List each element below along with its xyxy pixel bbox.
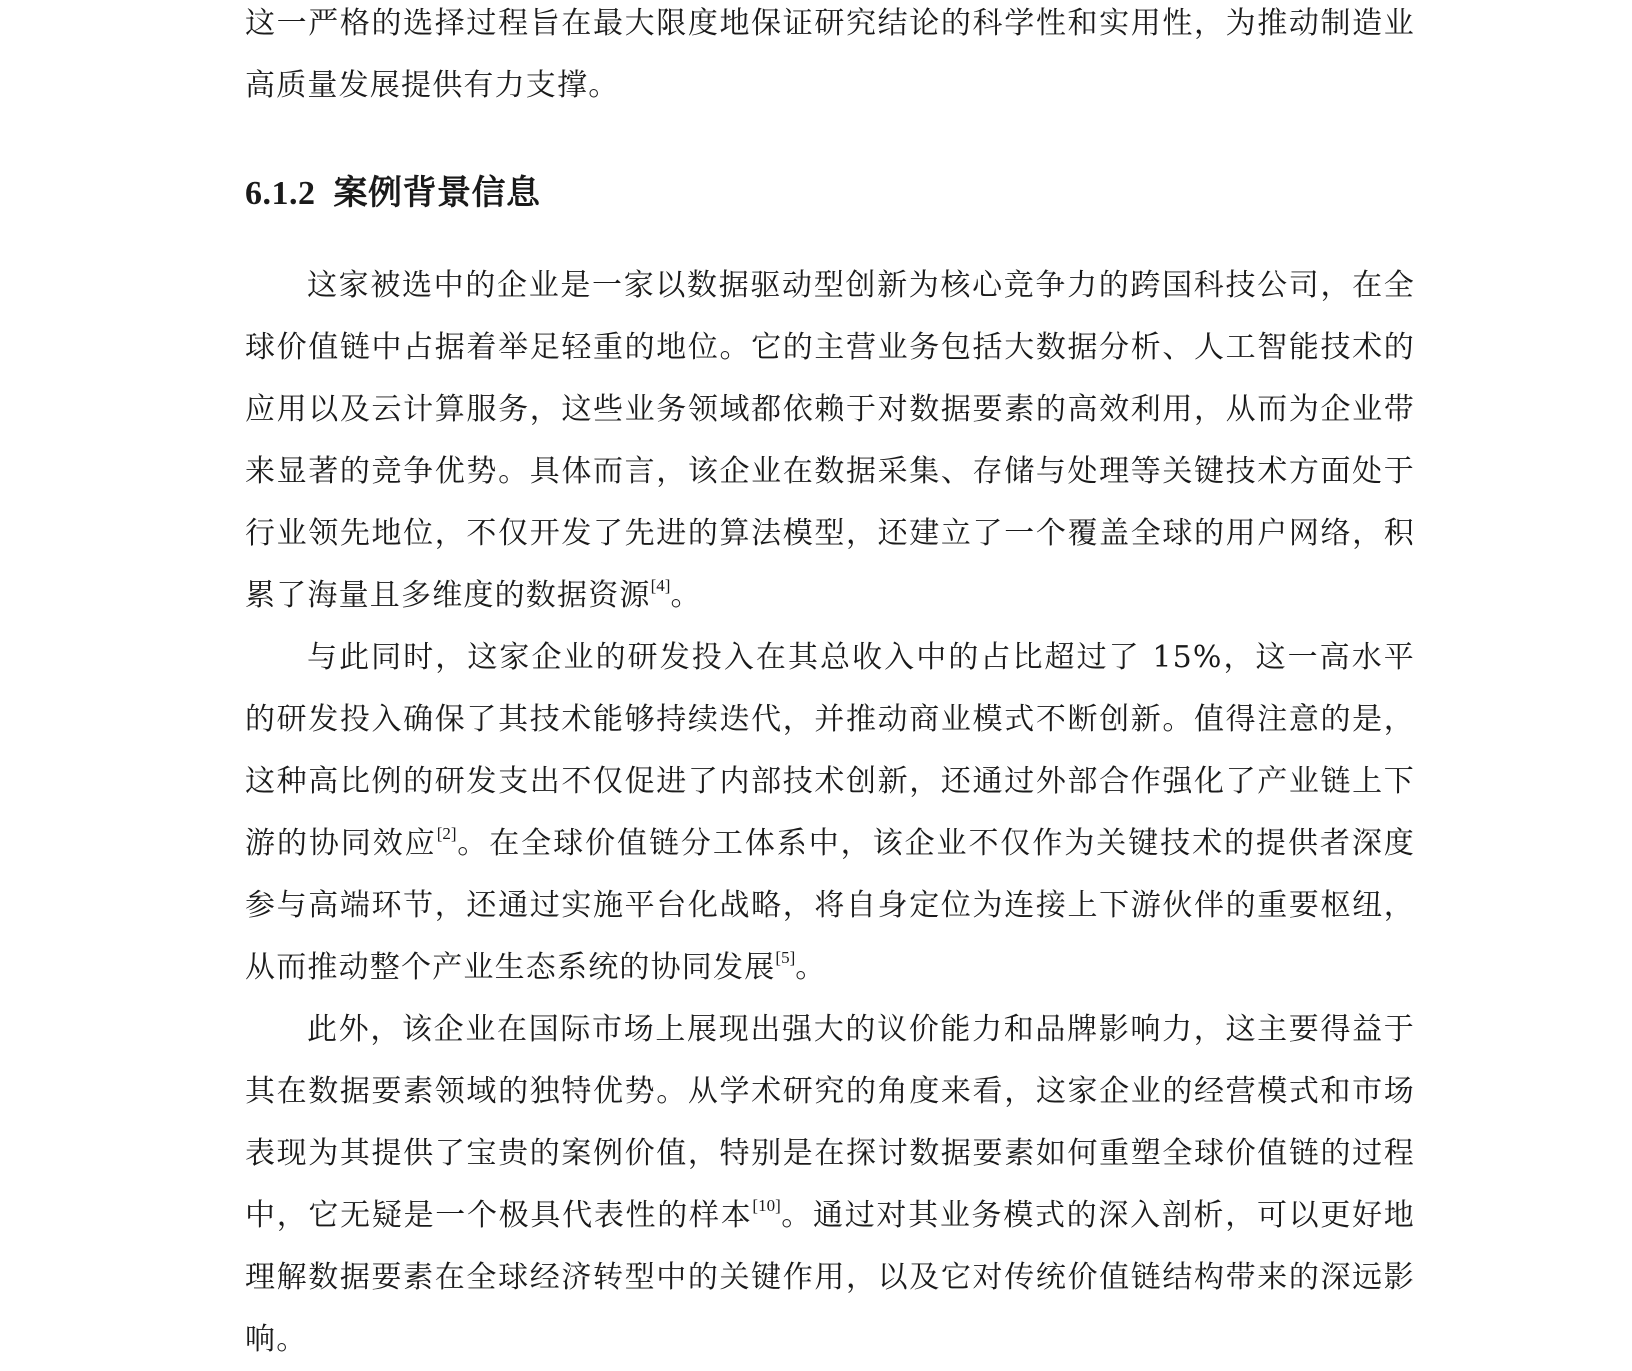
intro-paragraph (245, 0, 1415, 117)
section-number: 6.1.2 (245, 175, 316, 212)
paragraph-text: 与此同时，这家企业的研发投入在其总收入中的占比超过了 15%，这一高水平的研发投入确保了其技术能够持续迭代，并推动商业模式不断创新。值得注意的是，这种高比例的研发支出不仅促进了内部技术创新，还通过外部合作强化了产业链上下游的协同效应 (245, 640, 1415, 861)
paragraph-text: 。 (670, 578, 702, 613)
citation-ref: [2] (436, 824, 457, 843)
paragraph-rnd-investment (245, 627, 1415, 999)
paragraph-text: 。在全球价值链分工体系中，该企业不仅作为关键技术的提供者深度参与高端环节，还通过实施平台化战略，将自身定位为连接上下游伙伴的重要枢纽，从而推动整个产业生态系统的协同发展 (245, 826, 1416, 985)
paragraph-company-background (245, 255, 1415, 627)
paragraph-text: 。 (795, 950, 827, 985)
citation-ref: [10] (752, 1196, 781, 1215)
intro-paragraph-text: 这一严格的选择过程旨在最大限度地保证研究结论的科学性和实用性，为推动制造业高质量发展提供有力支撑。 (245, 6, 1415, 103)
citation-ref: [5] (775, 948, 796, 967)
paragraph-text: 这家被选中的企业是一家以数据驱动型创新为核心竞争力的跨国科技公司，在全球价值链中占据着举足轻重的地位。它的主营业务包括大数据分析、人工智能技术的应用以及云计算服务，这些业务领域都依赖于对数据要素的高效利用，从而为企业带来显著的竞争优势。具体而言，该企业在数据采集、存储与处理等关键技术方面处于行业领先地位，不仅开发了先进的算法模型，还建立了一个覆盖全球的用户网络，积累了海量且多维度的数据资源 (245, 268, 1415, 613)
section-heading (245, 169, 1415, 219)
paragraph-text: 此外，该企业在国际市场上展现出强大的议价能力和品牌影响力，这主要得益于其在数据要素领域的独特优势。从学术研究的角度来看，这家企业的经营模式和市场表现为其提供了宝贵的案例价值，特别是在探讨数据要素如何重塑全球价值链的过程中，它无疑是一个极具代表性的样本 (245, 1012, 1415, 1233)
section-title: 案例背景信息 (333, 175, 541, 212)
text-column (245, 0, 1415, 1371)
paragraph-market-position (245, 999, 1415, 1371)
paragraph-text: 。通过对其业务模式的深入剖析，可以更好地理解数据要素在全球经济转型中的关键作用，以及它对传统价值链结构带来的深远影响。 (245, 1198, 1416, 1357)
citation-ref: [4] (650, 576, 671, 595)
